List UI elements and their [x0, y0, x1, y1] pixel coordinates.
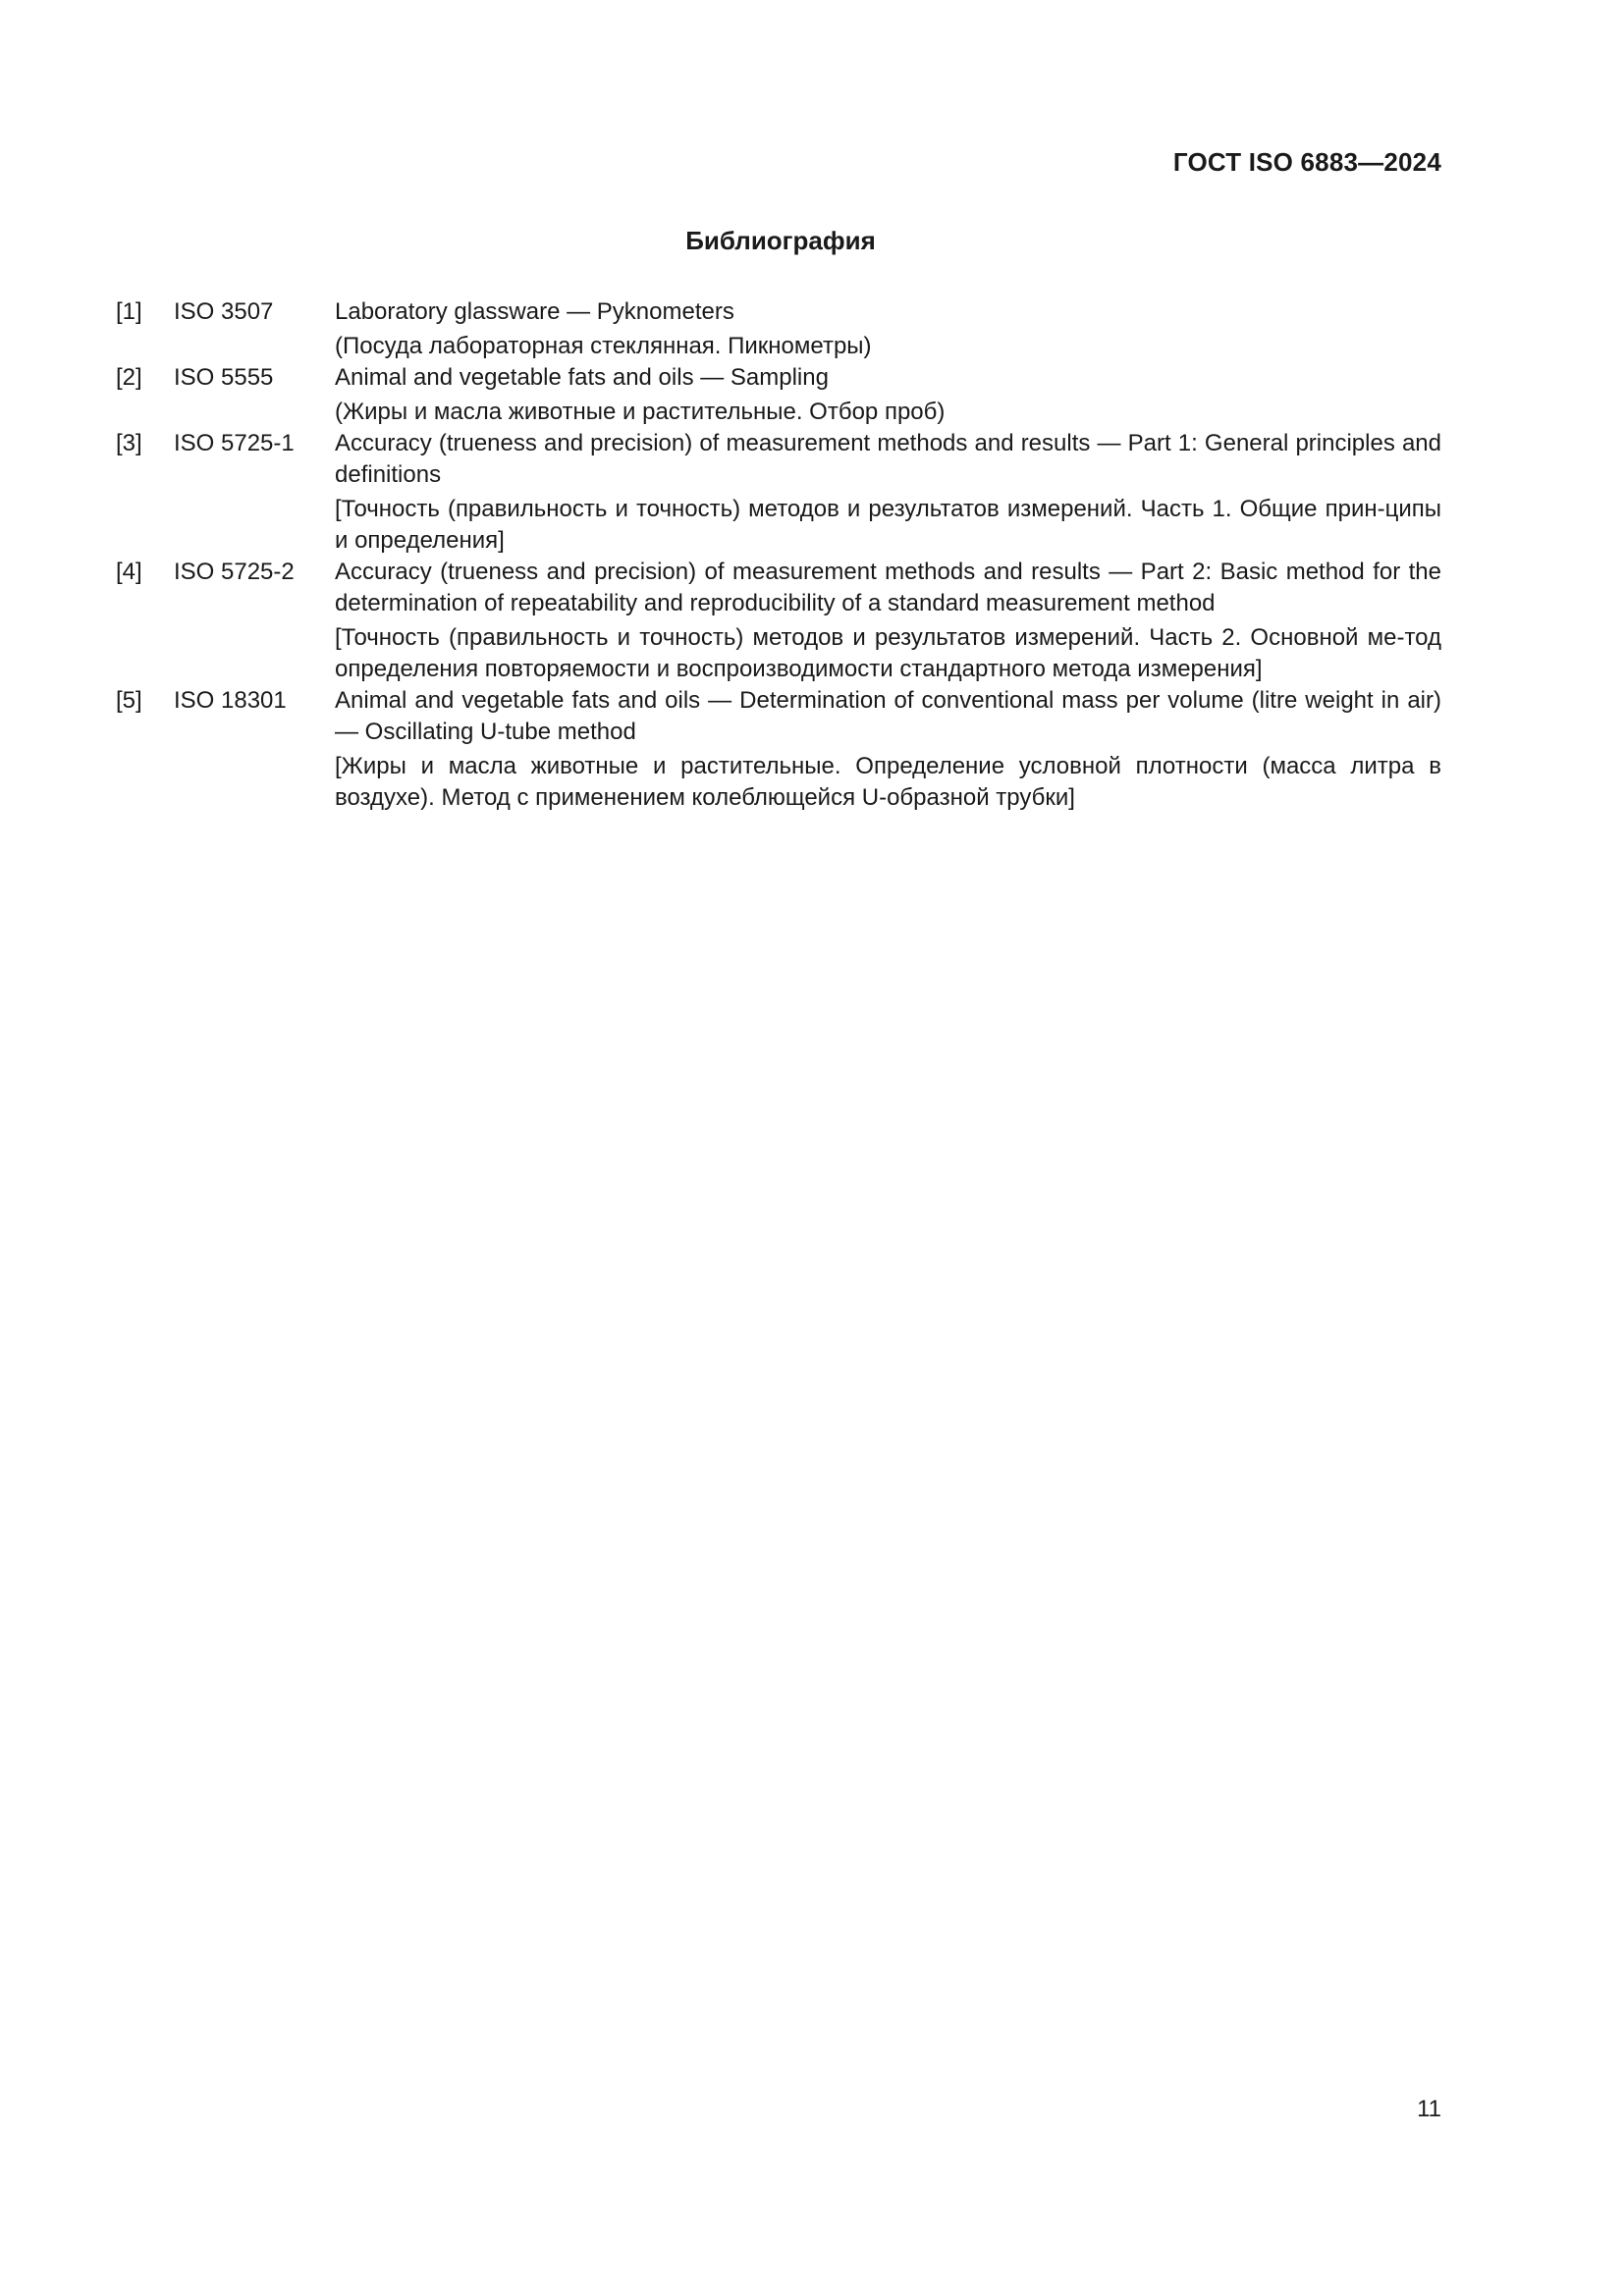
- entry-title-ru: (Жиры и масла животные и растительные. Отбор проб): [335, 399, 946, 425]
- entry-title-en: Laboratory glassware — Pyknometers: [335, 298, 734, 325]
- bibliography-entry: [116, 685, 1441, 814]
- entry-title-en: Animal and vegetable fats and oils — Sampling: [335, 364, 829, 391]
- section-title: Библиография: [685, 226, 876, 255]
- bibliography-entry: [116, 557, 1441, 685]
- entry-standard-code: ISO 5555: [174, 364, 274, 391]
- entry-title-en: Accuracy (trueness and precision) of measurement methods and results — Part 2: Basic method for the determination of repeatability and reproducibility of a standard measurement method: [335, 559, 1441, 616]
- entry-standard-code: ISO 5725-1: [174, 430, 295, 456]
- entry-title-en: Accuracy (trueness and precision) of measurement methods and results — Part 1: General principles and definitions: [335, 430, 1441, 488]
- entry-number: [3]: [116, 430, 142, 456]
- bibliography-entry: [116, 428, 1441, 557]
- entry-number: [1]: [116, 298, 142, 325]
- bibliography-list: [116, 296, 1441, 814]
- entry-title-ru: [Точность (правильность и точность) методов и результатов измерений. Часть 2. Основной ме-тод определения повторяемости и воспроизводимости стандартного метода измерения]: [335, 624, 1441, 682]
- entry-number: [5]: [116, 687, 142, 714]
- entry-standard-code: ISO 5725-2: [174, 559, 295, 585]
- entry-title-ru: (Посуда лабораторная стеклянная. Пикнометры): [335, 333, 872, 359]
- entry-body: [335, 362, 1441, 428]
- entry-standard-code: ISO 18301: [174, 687, 287, 714]
- bibliography-entry: [116, 362, 1441, 428]
- entry-title-ru: [Жиры и масла животные и растительные. Определение условной плотности (масса литра в воздухе). Метод с применением колеблющейся U-образной трубки]: [335, 753, 1441, 811]
- entry-number: [4]: [116, 559, 142, 585]
- entry-body: [335, 428, 1441, 557]
- page-number: 11: [1417, 2096, 1441, 2122]
- entry-body: [335, 557, 1441, 685]
- entry-number: [2]: [116, 364, 142, 391]
- entry-body: [335, 685, 1441, 814]
- bibliography-entry: [116, 296, 1441, 362]
- entry-body: [335, 296, 1441, 362]
- entry-title-ru: [Точность (правильность и точность) методов и результатов измерений. Часть 1. Общие прин-ципы и определения]: [335, 496, 1441, 554]
- standard-id-header: ГОСТ ISO 6883—2024: [1172, 147, 1441, 177]
- entry-title-en: Animal and vegetable fats and oils — Determination of conventional mass per volume (litre weight in air) — Oscillating U-tube method: [335, 687, 1441, 745]
- entry-standard-code: ISO 3507: [174, 298, 274, 325]
